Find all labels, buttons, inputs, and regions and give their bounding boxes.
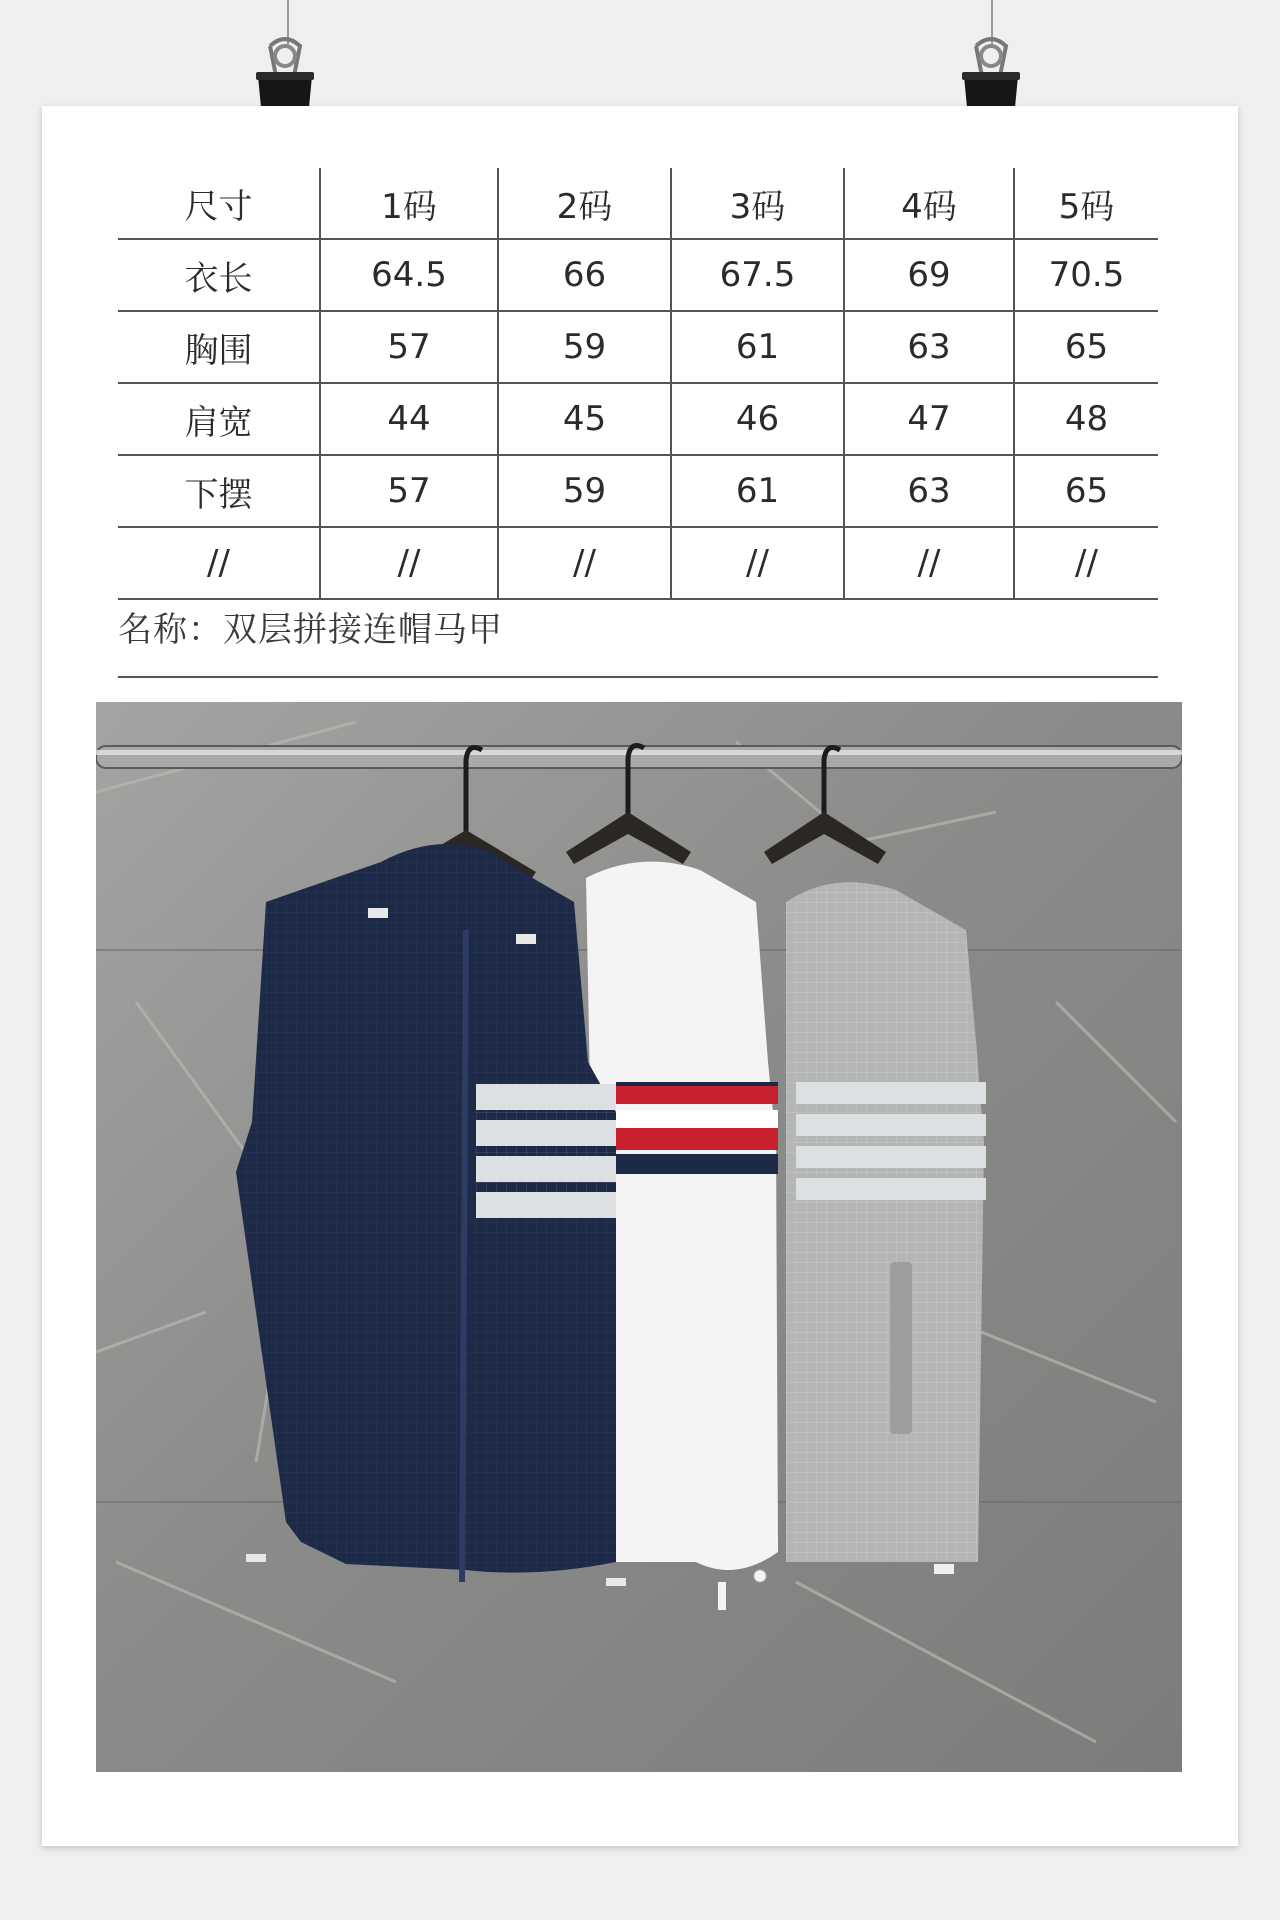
table-cell: // — [844, 527, 1014, 599]
table-cell: 44 — [320, 383, 498, 455]
table-cell: // — [671, 527, 844, 599]
grey-vest — [786, 882, 986, 1574]
table-cell: 47 — [844, 383, 1014, 455]
table-cell: 69 — [844, 239, 1014, 311]
navy-vest — [236, 844, 626, 1586]
size-chart-table — [118, 168, 1158, 600]
table-cell: 70.5 — [1014, 239, 1158, 311]
table-cell: 59 — [498, 455, 671, 527]
table-cell: // — [320, 527, 498, 599]
table-cell: 45 — [498, 383, 671, 455]
table-cell: 65 — [1014, 455, 1158, 527]
row-label: 下摆 — [118, 455, 320, 527]
row-label: 肩宽 — [118, 383, 320, 455]
table-row — [118, 239, 1158, 311]
header-cell: 5码 — [1014, 168, 1158, 239]
table-row — [118, 311, 1158, 383]
product-name: 名称：双层拼接连帽马甲 — [118, 610, 503, 650]
row-label: 胸围 — [118, 311, 320, 383]
table-cell: // — [498, 527, 671, 599]
row-label: 衣长 — [118, 239, 320, 311]
divider — [118, 676, 1158, 678]
header-cell: 尺寸 — [118, 168, 320, 239]
table-cell: 57 — [320, 455, 498, 527]
header-cell: 4码 — [844, 168, 1014, 239]
clothing-rail — [96, 746, 1182, 768]
table-cell: 59 — [498, 311, 671, 383]
table-row — [118, 527, 1158, 599]
row-label: // — [118, 527, 320, 599]
header-cell: 3码 — [671, 168, 844, 239]
table-cell: 48 — [1014, 383, 1158, 455]
table-cell: 63 — [844, 311, 1014, 383]
table-cell: 61 — [671, 455, 844, 527]
table-row — [118, 455, 1158, 527]
table-cell: 64.5 — [320, 239, 498, 311]
table-cell: 46 — [671, 383, 844, 455]
product-card — [42, 106, 1238, 1846]
header-cell: 1码 — [320, 168, 498, 239]
table-cell: // — [1014, 527, 1158, 599]
table-cell: 65 — [1014, 311, 1158, 383]
table-cell: 61 — [671, 311, 844, 383]
table-cell: 66 — [498, 239, 671, 311]
table-row — [118, 383, 1158, 455]
table-cell: 57 — [320, 311, 498, 383]
product-photo — [96, 702, 1182, 1772]
table-cell: 67.5 — [671, 239, 844, 311]
header-cell: 2码 — [498, 168, 671, 239]
table-cell: 63 — [844, 455, 1014, 527]
size-chart-header-row — [118, 168, 1158, 239]
